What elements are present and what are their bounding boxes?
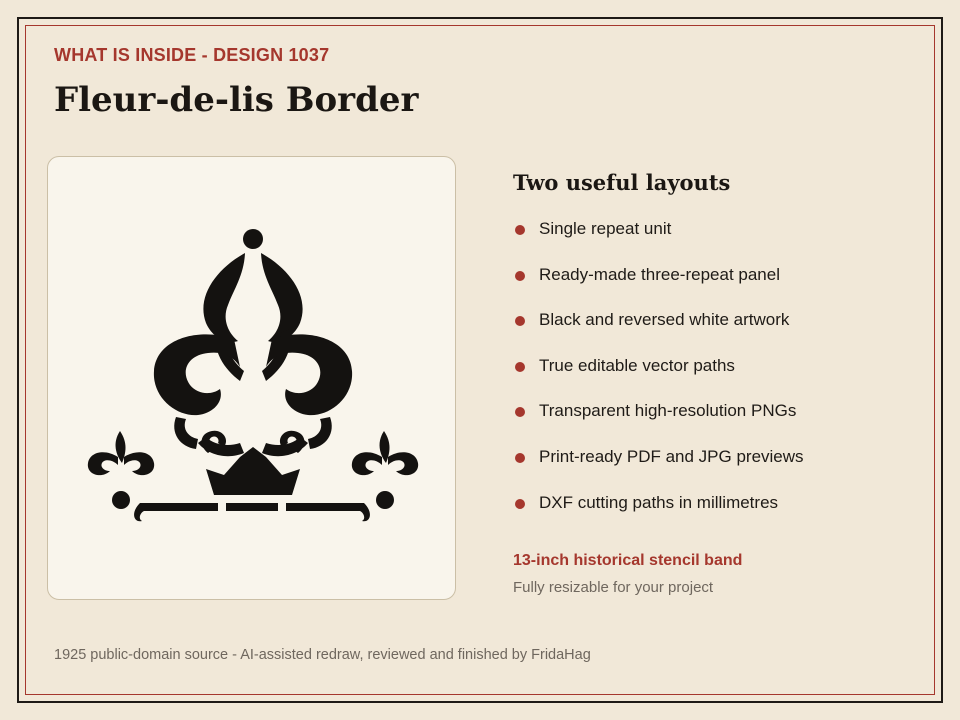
feature-label: Single repeat unit [539, 219, 672, 238]
bullet-icon [515, 225, 525, 235]
feature-label: Print-ready PDF and JPG previews [539, 446, 804, 466]
feature-item [513, 309, 804, 355]
feature-item [513, 355, 804, 401]
bullet-icon [515, 316, 525, 326]
feature-item [513, 218, 804, 264]
bullet-icon [515, 271, 525, 281]
feature-label: Black and reversed white artwork [539, 310, 790, 330]
feature-list [513, 218, 804, 537]
feature-label: DXF cutting paths in millimetres [539, 492, 779, 512]
bullet-icon [515, 453, 525, 463]
size-note: 13-inch historical stencil band [513, 552, 743, 569]
design-eyebrow: WHAT IS INSIDE - DESIGN 1037 [54, 45, 330, 65]
feature-label: True editable vector paths [539, 355, 735, 375]
feature-item [513, 446, 804, 492]
features-heading: Two useful layouts [513, 170, 731, 195]
feature-item [513, 400, 804, 446]
feature-item [513, 492, 804, 538]
bullet-icon [515, 362, 525, 372]
stencil-preview-card [47, 156, 456, 600]
feature-label: Transparent high-resolution PNGs [539, 401, 797, 421]
bullet-icon [515, 407, 525, 417]
bullet-icon [515, 499, 525, 509]
feature-label: Ready-made three-repeat panel [539, 264, 780, 284]
source-credit: 1925 public-domain source - AI-assisted redraw, reviewed and finished by FridaHag [54, 647, 591, 663]
page-title: Fleur-de-lis Border [54, 80, 419, 120]
feature-item [513, 264, 804, 310]
fleur-de-lis-stencil-image [48, 157, 457, 601]
resize-note: Fully resizable for your project [513, 579, 714, 596]
